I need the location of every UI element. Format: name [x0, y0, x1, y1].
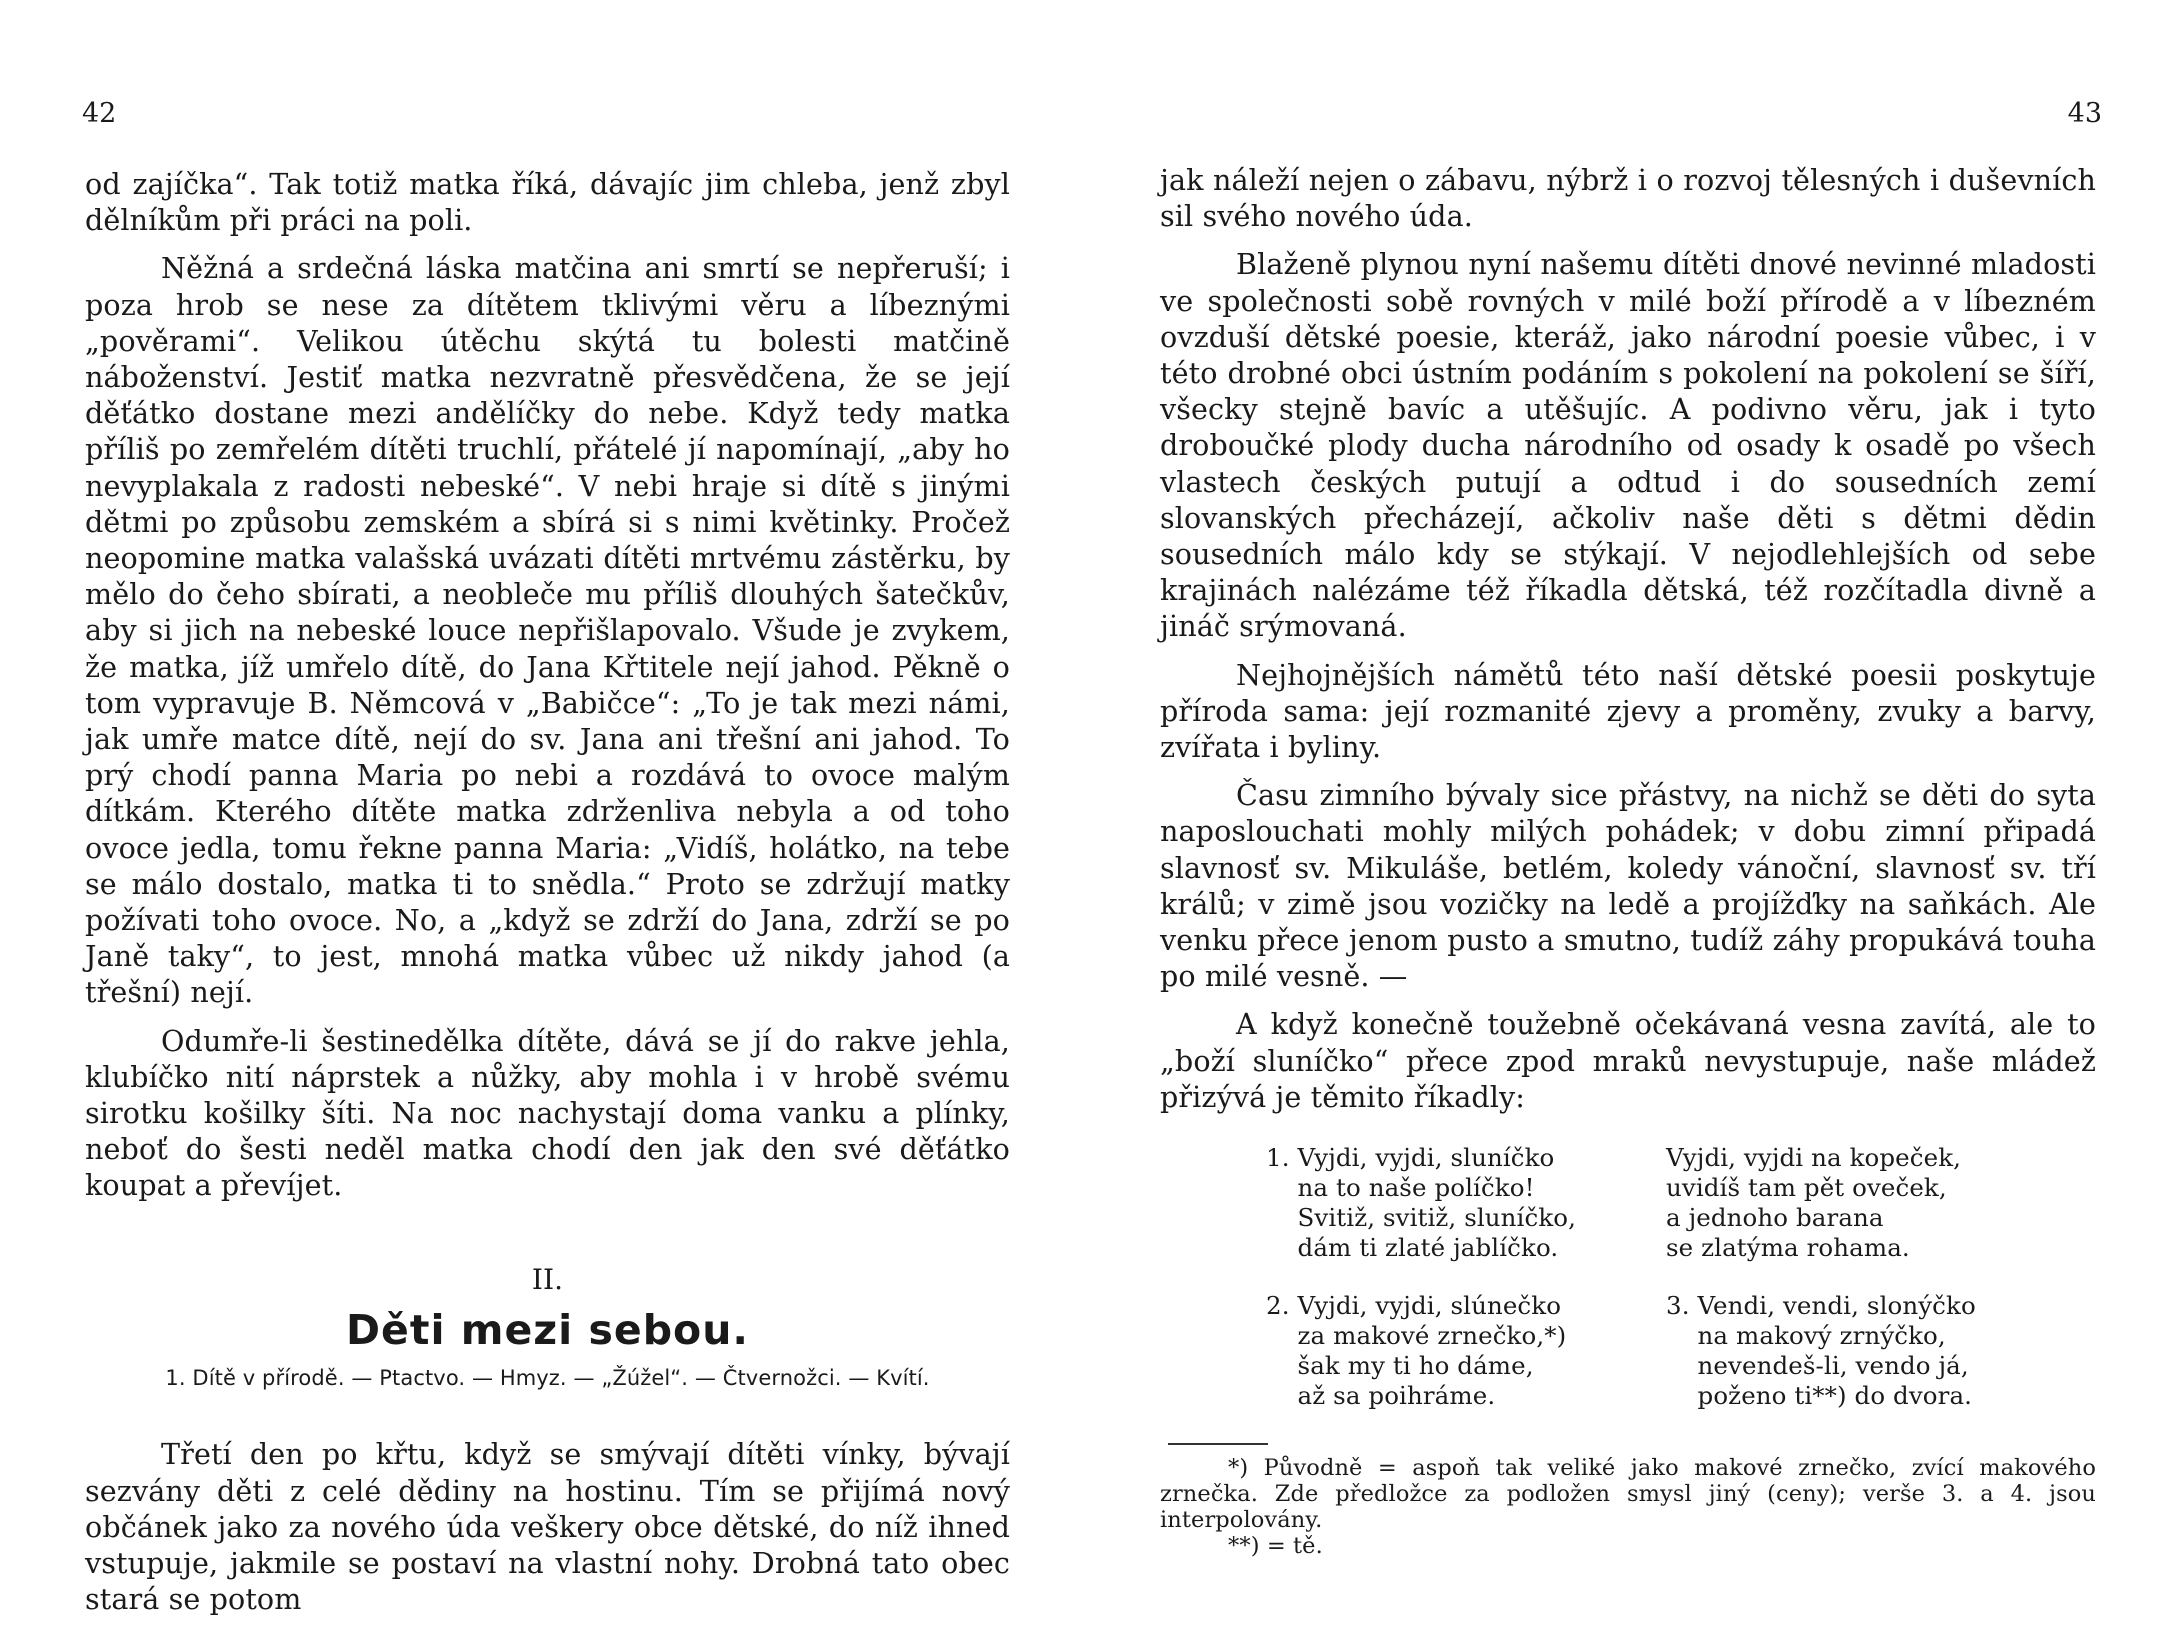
paragraph: Blaženě plynou nyní našemu dítěti dnové nevinné mladosti ve společnosti sobě rovných v milé boží přírodě a v líbezném ovzduší dětské poesie, kteráž, jako národní poesie vůbec, i v této drobné obci ústním podáním s pokolení na pokolení se šíří, všecky stejně bavíc a utěšujíc. A podivno věru, jak i tyto droboučké plody ducha národního od osady k osadě po všech vlastech českých putují a odtud i do sousedních zemí slovanských přecházejí, ačkoliv naše děti s dětmi dědin sousedních málo kdy se stýkají. V nejodlehlejších od sebe krajinách nalézáme též říkadla dětská, též rozčítadla divně a jináč srýmovaná. — [1160, 247, 2096, 644]
footnote: *) Původně = aspoň tak veliké jako makové zrnečko, zvící makového zrnečka. Zde předložce za podložen smysl jiný (ceny); verše 3. a 4. jsou interpolovány. — [1160, 1455, 2096, 1534]
paragraph: Nejhojnějších námětů této naší dětské poesii poskytuje příroda sama: její rozmanité zjevy a proměny, zvuky a barvy, zvířata i byliny. — [1160, 657, 2096, 765]
footnote: **) = tě. — [1228, 1533, 1323, 1560]
page-number: 43 — [2067, 98, 2102, 129]
paragraph: od zajíčka“. Tak totiž matka říká, dávajíc jim chleba, jenž zbyl dělníkům při práci na poli. — [85, 167, 1010, 238]
paragraph: Třetí den po křtu, když se smývají dítěti vínky, bývají sezvány děti z celé dědiny na hostinu. Tím se přijímá nový občánek jako za nového úda veškery obce dětské, do níž ihned vstupuje, jakmile se postaví na vlastní nohy. Drobná tato obec stará se potom — [85, 1437, 1010, 1617]
chapter-title: Děti mezi sebou. — [346, 1305, 749, 1354]
chapter-number: II. — [531, 1262, 564, 1296]
paragraph: Odumře-li šestinedělka dítěte, dává se jí do rakve jehla, klubíčko nití náprstek a nůžky, aby mohla i v hrobě svému sirotku košilky šíti. Na noc nachystají doma vanku a plínky, neboť do šesti neděl matka chodí den jak den své děťátko koupat a převíjet. — [85, 1023, 1010, 1203]
paragraph: Času zimního bývaly sice přástvy, na nichž se děti do syta naposlouchati mohly milých pohádek; v dobu zimní připadá slavnosť sv. Mikuláše, betlém, koledy vánoční, slavnosť sv. tří králů; v zimě jsou vozičky na ledě a projížďky na saňkách. Ale venku přece jenom pusto a smutno, tudíž záhy propukává touha po milé vesně. — — [1160, 778, 2096, 994]
right-page — [1081, 0, 2162, 1560]
footnote-rule — [1168, 1443, 1268, 1445]
paragraph: Něžná a srdečná láska matčina ani smrtí se nepřeruší; i poza hrob se nese za dítětem tklivými věru a líbeznými „pověrami“. Velikou útěchu skýtá tu bolesti matčině náboženství. Jestiť matka nezvratně přesvědčena, že se její děťátko dostane mezi andělíčky do nebe. Když tedy matka příliš po zemřelém dítěti truchlí, přátelé jí napomínají, „aby ho nevyplakala z radosti nebeské“. V nebi hraje si dítě s jinými dětmi po způsobu zemském a sbírá si s nimi květinky. Pročež neopomine matka valašská uvázati dítěti mrtvému zástěrku, by mělo do čeho sbírati, a neobleče mu příliš dlouhých šatečkův, aby si jich na nebeské louce nepřišlapovalo. Všude je zvykem, že matka, jíž umřelo dítě, do Jana Křtitele nejí jahod. Pěkně o tom vypravuje B. Němcová v „Babičce“: „To je tak mezi námi, jak umře matce dítě, nejí do sv. Jana ani třešní ani jahod. To prý chodí panna Maria po nebi a rozdává to ovoce malým dítkám. Kterého dítěte matka zdrženliva nebyla a od toho ovoce jedla, tomu řekne panna Maria: „Vidíš, holátko, na tebe se málo dostalo, matka ti to snědla.“ Proto se zdržují matky požívati toho ovoce. No, a „když se zdrží do Jana, zdrží se po Janě taky“, to jest, mnohá matka vůbec už nikdy jahod (a třešní) nejí. — [85, 251, 1010, 1010]
left-page — [0, 0, 1081, 1617]
right-page-text — [1160, 162, 2096, 1559]
poem: 1. Vyjdi, vyjdi, sluníčko na to naše políčko! Svitiž, svitiž, sluníčko, dám ti zlaté jablíčko. — [1266, 1143, 1576, 1263]
left-page-text — [85, 166, 1010, 1629]
page-number: 42 — [82, 98, 117, 129]
paragraph: jak náleží nejen o zábavu, nýbrž i o rozvoj tělesných i duševních sil svého nového úda. — [1160, 163, 2096, 234]
chapter-heading — [85, 1262, 1010, 1397]
poem: Vyjdi, vyjdi na kopeček, uvidíš tam pět oveček, a jednoho barana se zlatýma rohama. — [1666, 1143, 1962, 1263]
paragraph: A když konečně toužebně očekávaná vesna zavítá, ale to „boží sluníčko“ přece zpod mraků nevystupuje, naše mládež přizývá je těmito říkadly: — [1160, 1007, 2096, 1114]
poem: 3. Vendi, vendi, slonýčko na makový zrnýčko, nevendeš-li, vendo já, poženo ti**) do dvora. — [1666, 1291, 1976, 1411]
poem: 2. Vyjdi, vyjdi, slúnečko za makové zrnečko,*) šak my ti ho dáme, až sa poihráme. — [1266, 1291, 1567, 1411]
chapter-subtitle: 1. Dítě v přírodě. — Ptactvo. — Hmyz. — „Žúžel“. — Čtvernožci. — Kvítí. — [165, 1366, 930, 1391]
poems — [1266, 1143, 2096, 1439]
footnotes — [1160, 1443, 2096, 1559]
